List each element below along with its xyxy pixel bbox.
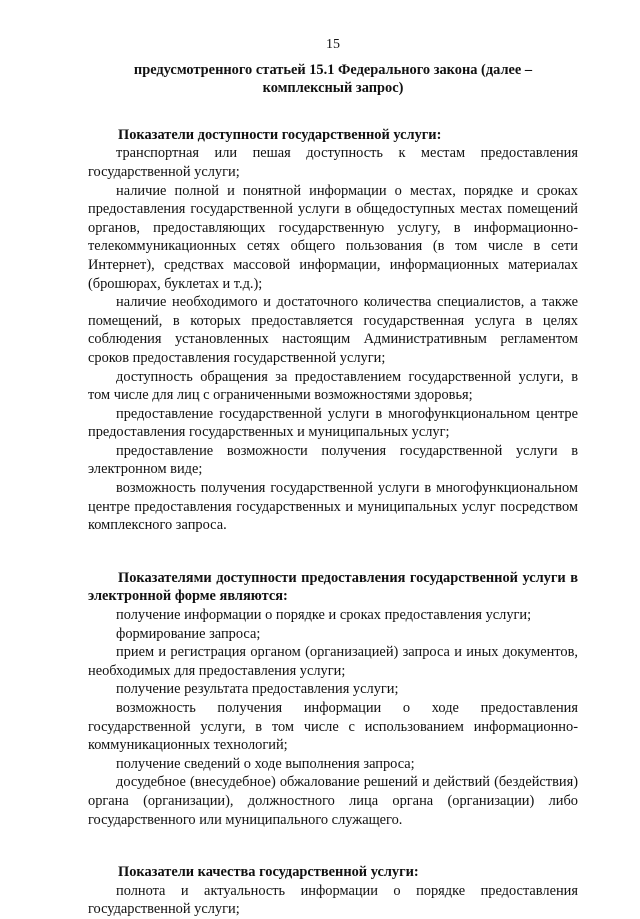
- paragraph: транспортная или пешая доступность к местам предоставления государственной услуги;: [88, 145, 578, 180]
- paragraph: получение информации о порядке и сроках предоставления услуги;: [116, 607, 532, 624]
- paragraph: доступность обращения за предоставлением государственной услуги, в том числе для лиц с ограниченными возможностями здоровья;: [88, 368, 578, 404]
- section-heading-quality: Показатели качества государственной услуги:: [118, 864, 419, 881]
- paragraph: возможность получения информации о ходе предоставления государственной услуги, в том числе с использованием информационно-коммуникационных технологий;: [88, 700, 578, 754]
- paragraph: досудебное (внесудебное) обжалование решений и действий (бездействия) органа (организации), должностного лица органа (организации) либо государственного или муниципального служащего.: [88, 774, 578, 828]
- paragraph: наличие необходимого и достаточного количества специалистов, а также помещений, в которых предоставляется государственная услуга в целях соблюдения установленных настоящим Административным регламентом сроков предоставления государственной услуги;: [88, 294, 578, 366]
- paragraph: получение результата предоставления услуги;: [116, 681, 399, 698]
- paragraph: прием и регистрация органом (организацией) запроса и иных документов, необходимых для предоставления услуги;: [88, 644, 578, 679]
- paragraph: формирование запроса;: [116, 625, 261, 642]
- section-heading-electronic: Показателями доступности предоставления государственной услуги в электронной форме являются:: [88, 569, 578, 605]
- continued-heading: предусмотренного статьей 15.1 Федерального закона (далее – комплексный запрос): [133, 61, 533, 97]
- section-heading-availability: Показатели доступности государственной услуги:: [118, 126, 442, 143]
- page-content: [88, 36, 578, 919]
- paragraph: получение сведений о ходе выполнения запроса;: [116, 755, 415, 772]
- paragraph: возможность получения государственной услуги в многофункциональном центре предоставления государственных и муниципальных услуг посредством комплексного запроса.: [88, 480, 578, 534]
- paragraph: предоставление возможности получения государственной услуги в электронном виде;: [88, 442, 578, 478]
- paragraph: полнота и актуальность информации о порядке предоставления государственной услуги;: [88, 882, 578, 918]
- paragraph: предоставление государственной услуги в многофункциональном центре предоставления государственных и муниципальных услуг;: [88, 405, 578, 441]
- page-number: 15: [326, 37, 340, 52]
- paragraph: наличие полной и понятной информации о местах, порядке и сроках предоставления государственной услуги в общедоступных местах помещений органов, предоставляющих государственную услугу, в информационно-телекоммуникационных сетях общего пользования (в том числе в сети Интернет), средствах массовой информации, информационных материалах (брошюрах, буклетах и т.д.);: [88, 182, 578, 292]
